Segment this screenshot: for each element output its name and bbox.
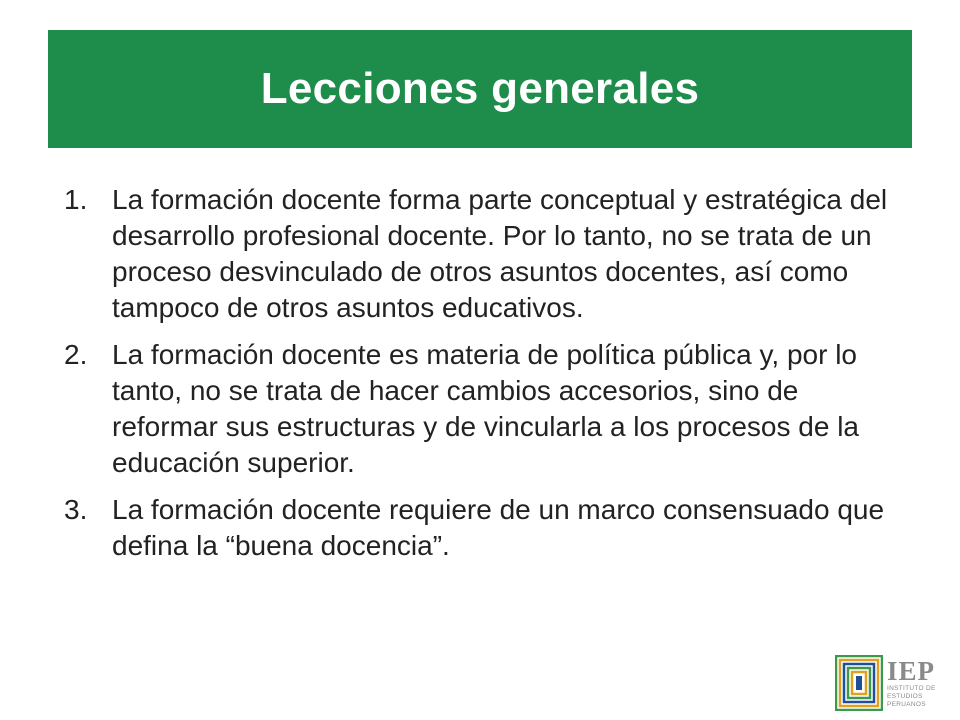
iep-logo: [835, 652, 955, 714]
item-number: 3.: [64, 494, 88, 525]
list-item: [64, 492, 904, 564]
item-text: La formación docente requiere de un marco consensuado que defina la “buena docencia”.: [112, 494, 885, 561]
logo-line: PERUANOS: [887, 700, 926, 708]
slide-title: Lecciones generales: [260, 64, 700, 113]
logo-name: IEP: [887, 655, 936, 686]
iep-emblem-icon: [835, 655, 883, 711]
item-number: 2.: [64, 339, 88, 370]
lessons-list: [64, 182, 904, 575]
item-text: La formación docente es materia de política pública y, por lo tanto, no se trata de hacer cambios accesorios, sino de reformar sus estructuras y de vincularla a los procesos de la educación superior.: [112, 339, 859, 478]
logo-line: ESTUDIOS: [887, 692, 923, 700]
list-item: [64, 182, 904, 326]
item-text: La formación docente forma parte conceptual y estratégica del desarrollo profesional docente. Por lo tanto, no se trata de un proceso desvinculado de otros asuntos docentes, así como tampoco de otros asuntos educativos.: [112, 184, 888, 323]
item-number: 1.: [64, 184, 88, 215]
title-banner: [48, 30, 912, 148]
logo-line: INSTITUTO DE: [887, 684, 936, 692]
list-item: [64, 337, 904, 481]
